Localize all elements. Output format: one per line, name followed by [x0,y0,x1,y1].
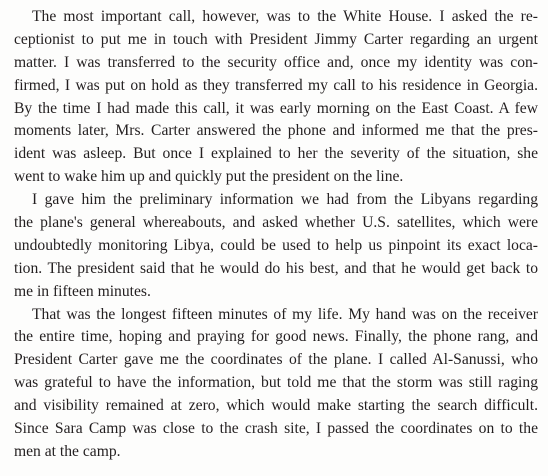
text-line: ident was asleep. But once I explained to her the severity of the situation, she [14,145,538,163]
text-line: the plane's general whereabouts, and asked whether U.S. satellites, which were [14,214,538,232]
text-line: By the time I had made this call, it was early morning on the East Coast. A few [14,99,538,117]
text-line: was grateful to have the information, but told me that the storm was still raging [14,374,538,392]
text-line: undoubtedly monitoring Libya, could be used to help us pinpoint its exact loca- [14,236,538,254]
text-line: and visibility remained at zero, which would make starting the search difficult. [14,397,538,415]
text-line: tion. The president said that he would do his best, and that he would get back to [14,259,538,277]
text-line: firmed, I was put on hold as they transferred my call to his residence in Georgia. [14,76,538,94]
paragraph-3 [14,304,538,464]
text-line: moments later, Mrs. Carter answered the phone and informed me that the pres- [14,122,538,140]
paragraph-2 [14,189,538,303]
text-line: That was the longest fifteen minutes of my life. My hand was on the receiver [32,305,538,323]
text-line: matter. I was transferred to the security office and, once my identity was con- [14,53,538,71]
text-line: The most important call, however, was to the White House. I asked the re- [32,8,538,25]
paragraph-1 [14,6,538,189]
text-line: Since Sara Camp was close to the crash site, I passed the coordinates on to the [14,420,538,438]
text-line: went to wake him up and quickly put the president on the line. [14,168,404,186]
text-line: ceptionist to put me in touch with President Jimmy Carter regarding an urgent [14,30,538,48]
body-text [14,6,538,464]
text-line: me in fifteen minutes. [14,282,151,300]
text-line: men at the camp. [14,442,121,460]
text-line: President Carter gave me the coordinates of the plane. I called Al-Sanussi, who [14,351,538,369]
text-line: the entire time, hoping and praying for good news. Finally, the phone rang, and [14,328,538,346]
text-line: I gave him the preliminary information we had from the Libyans regarding [32,191,538,209]
